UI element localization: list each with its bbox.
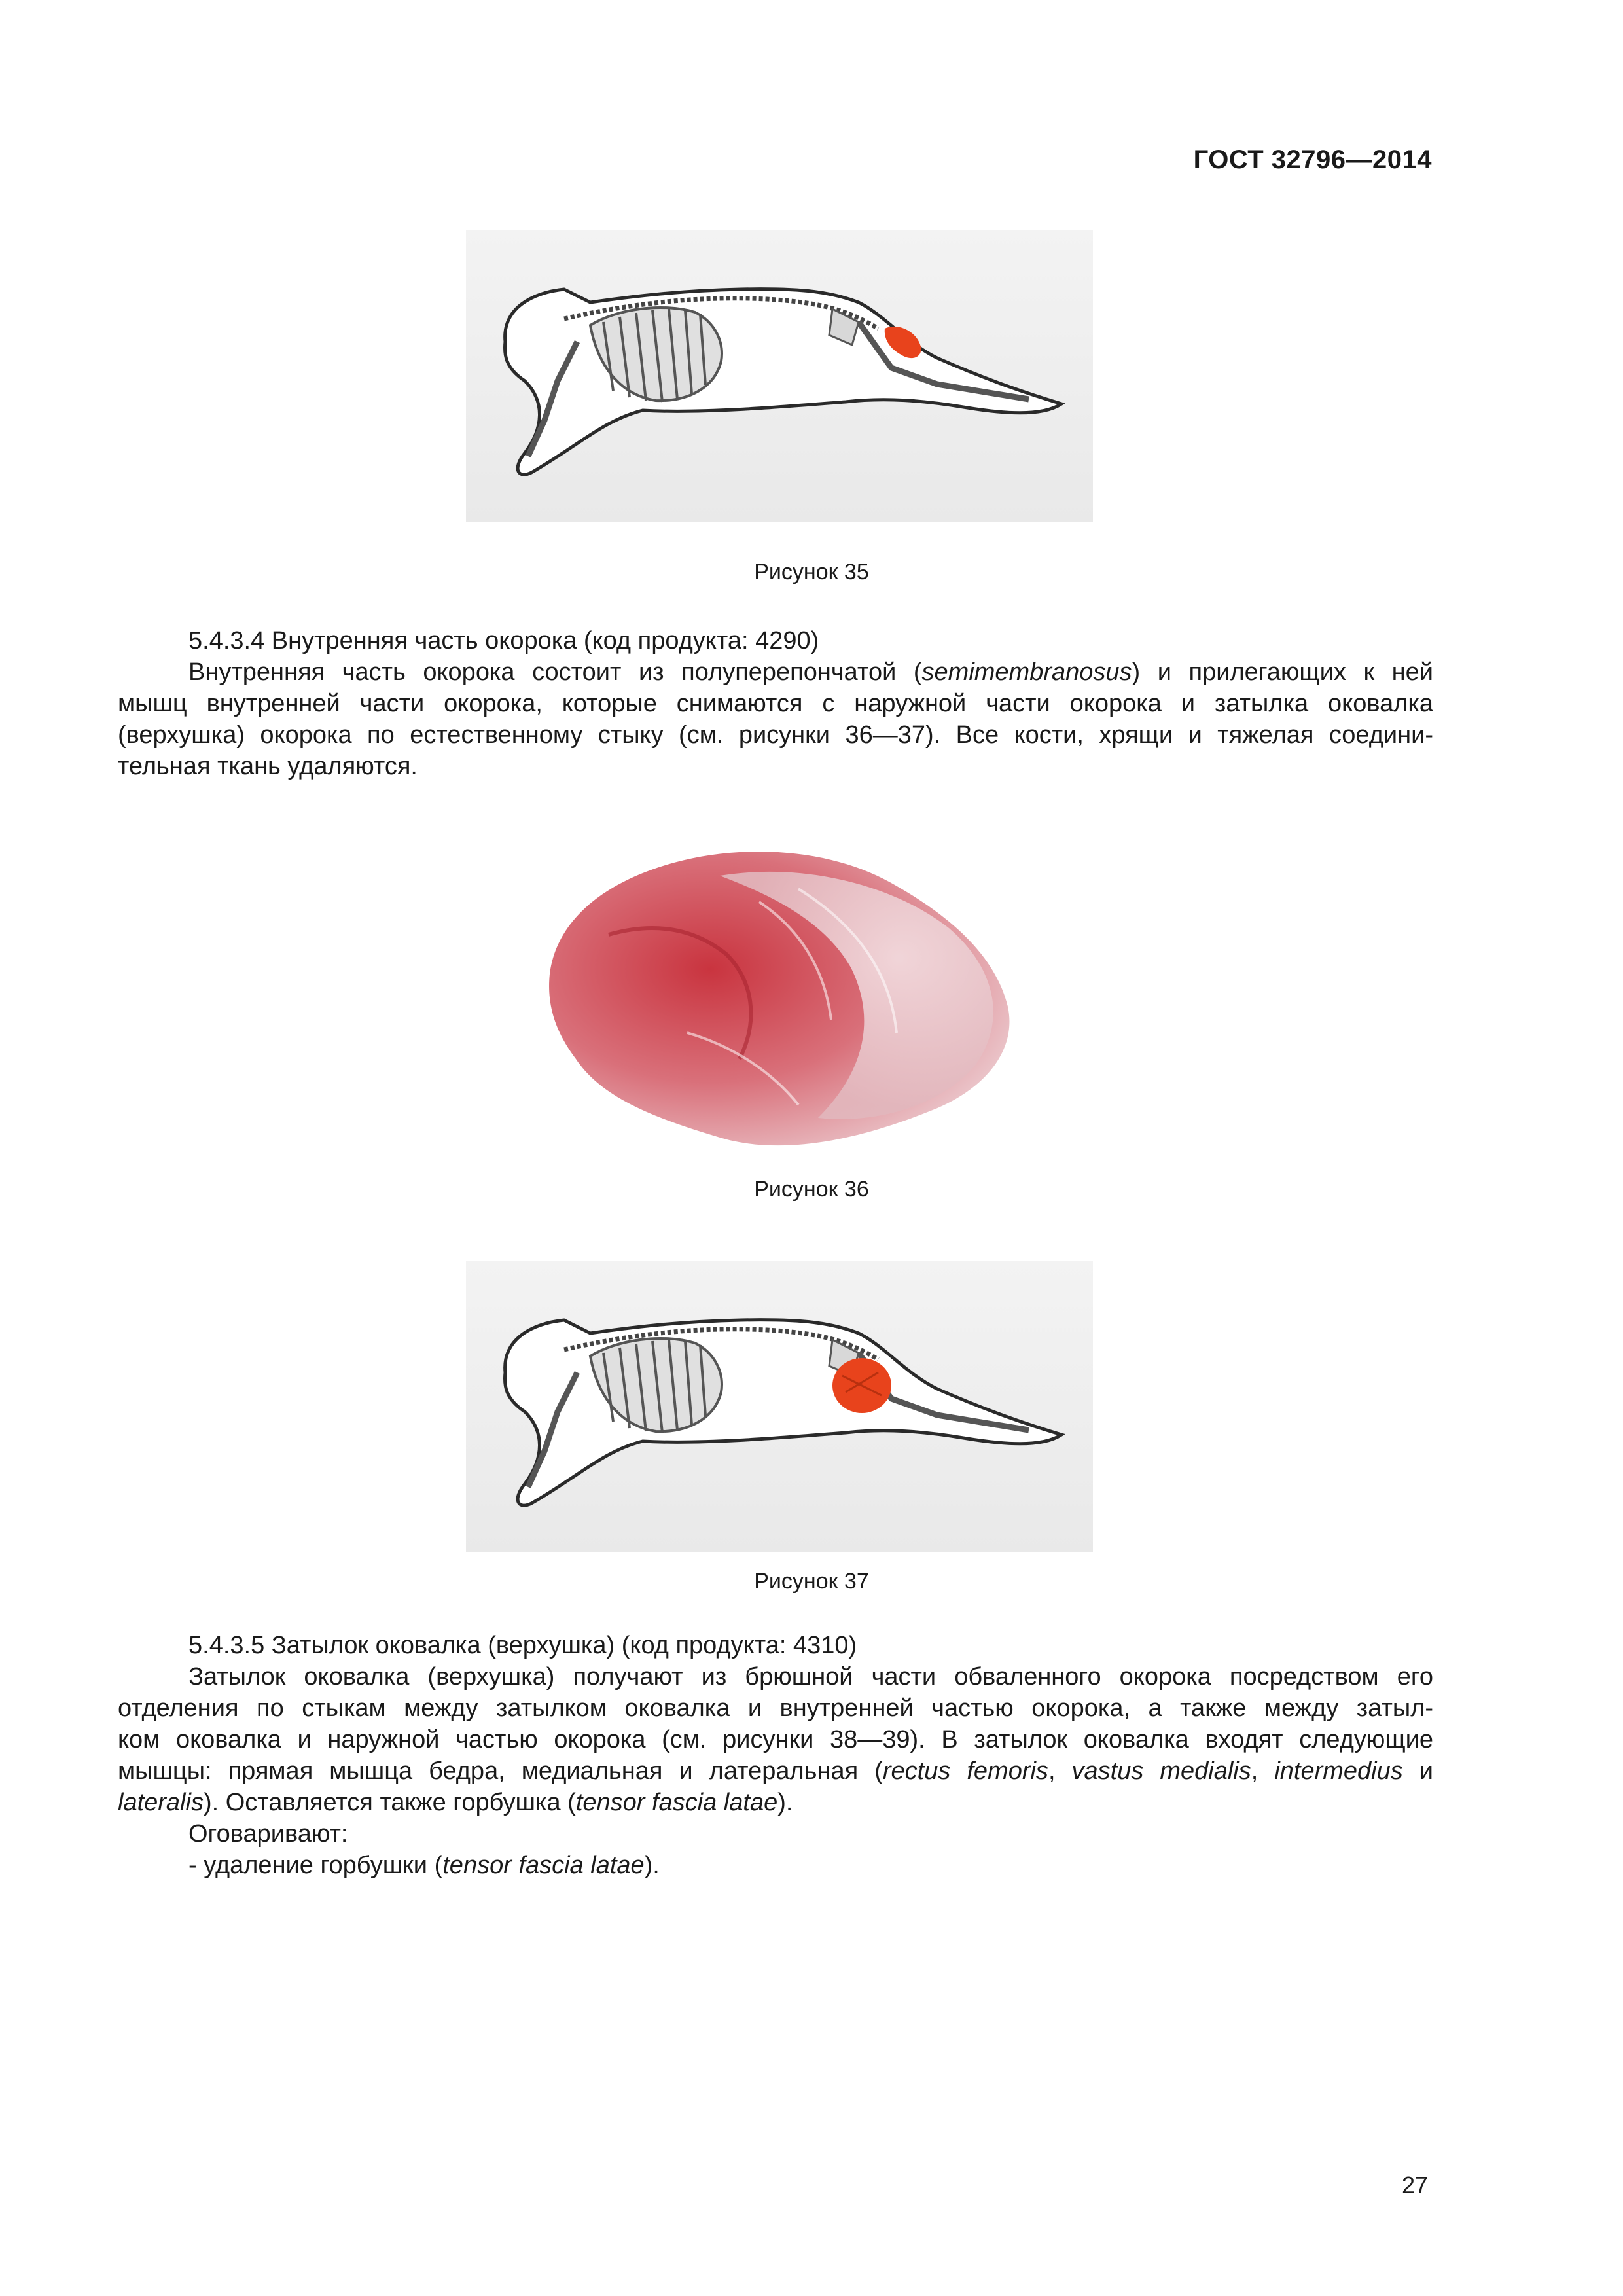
carcass-outline bbox=[505, 1320, 1061, 1505]
section-4290-line1: Внутренняя часть окорока состоит из полуперепончатой (semimembranosus) и прилегающих к ней bbox=[188, 658, 1433, 686]
section-4290-line4: тельная ткань удаляются. bbox=[118, 753, 418, 780]
section-4290 bbox=[118, 625, 1433, 782]
section-4310 bbox=[118, 1630, 1433, 1881]
carcass-skeleton-diagram bbox=[466, 1261, 1093, 1552]
figure-35-carcass-diagram bbox=[466, 230, 1093, 522]
section-4310-line1: Затылок оковалка (верхушка) получают из брюшной части обваленного окорока посредством его bbox=[188, 1663, 1433, 1691]
section-4290-title: 5.4.3.4 Внутренняя часть окорока (код продукта: 4290) bbox=[188, 627, 819, 655]
figure-35-caption: Рисунок 35 bbox=[754, 560, 869, 584]
section-4310-line5: lateralis). Оставляется также горбушка (tensor fascia latae). bbox=[118, 1789, 793, 1816]
document-header: ГОСТ 32796—2014 bbox=[1193, 145, 1432, 174]
figure-37-caption: Рисунок 37 bbox=[754, 1569, 869, 1594]
section-4310-bullet: - удаление горбушки (tensor fascia latae). bbox=[188, 1852, 660, 1879]
figure-37-carcass-diagram bbox=[466, 1261, 1093, 1552]
section-4290-line2: мышц внутренней части окорока, которые снимаются с наружной части окорока и затылка оковалка bbox=[118, 690, 1433, 717]
section-4310-line3: ком оковалка и наружной частью окорока (см. рисунки 38—39). В затылок оковалка входят следующие bbox=[118, 1726, 1433, 1753]
figure-36-meat-photo bbox=[524, 823, 1034, 1177]
meat-cut-illustration bbox=[524, 823, 1034, 1177]
carcass-skeleton-diagram bbox=[466, 230, 1093, 522]
page-number: 27 bbox=[1401, 2172, 1428, 2198]
section-4310-stipulate: Оговаривают: bbox=[188, 1820, 348, 1848]
section-4310-line2: отделения по стыкам между затылком оковалка и внутренней частью окорока, а также между затыл- bbox=[118, 1695, 1433, 1722]
section-4290-line3: (верхушка) окорока по естественному стыку (см. рисунки 36—37). Все кости, хрящи и тяжелая соедини- bbox=[118, 721, 1433, 749]
carcass-outline bbox=[505, 289, 1061, 475]
section-4310-title: 5.4.3.5 Затылок оковалка (верхушка) (код продукта: 4310) bbox=[188, 1632, 857, 1659]
section-4310-line4: мышцы: прямая мышца бедра, медиальная и латеральная (rectus femoris, vastus medialis, intermedius и bbox=[118, 1757, 1433, 1785]
figure-36-caption: Рисунок 36 bbox=[754, 1177, 869, 1202]
